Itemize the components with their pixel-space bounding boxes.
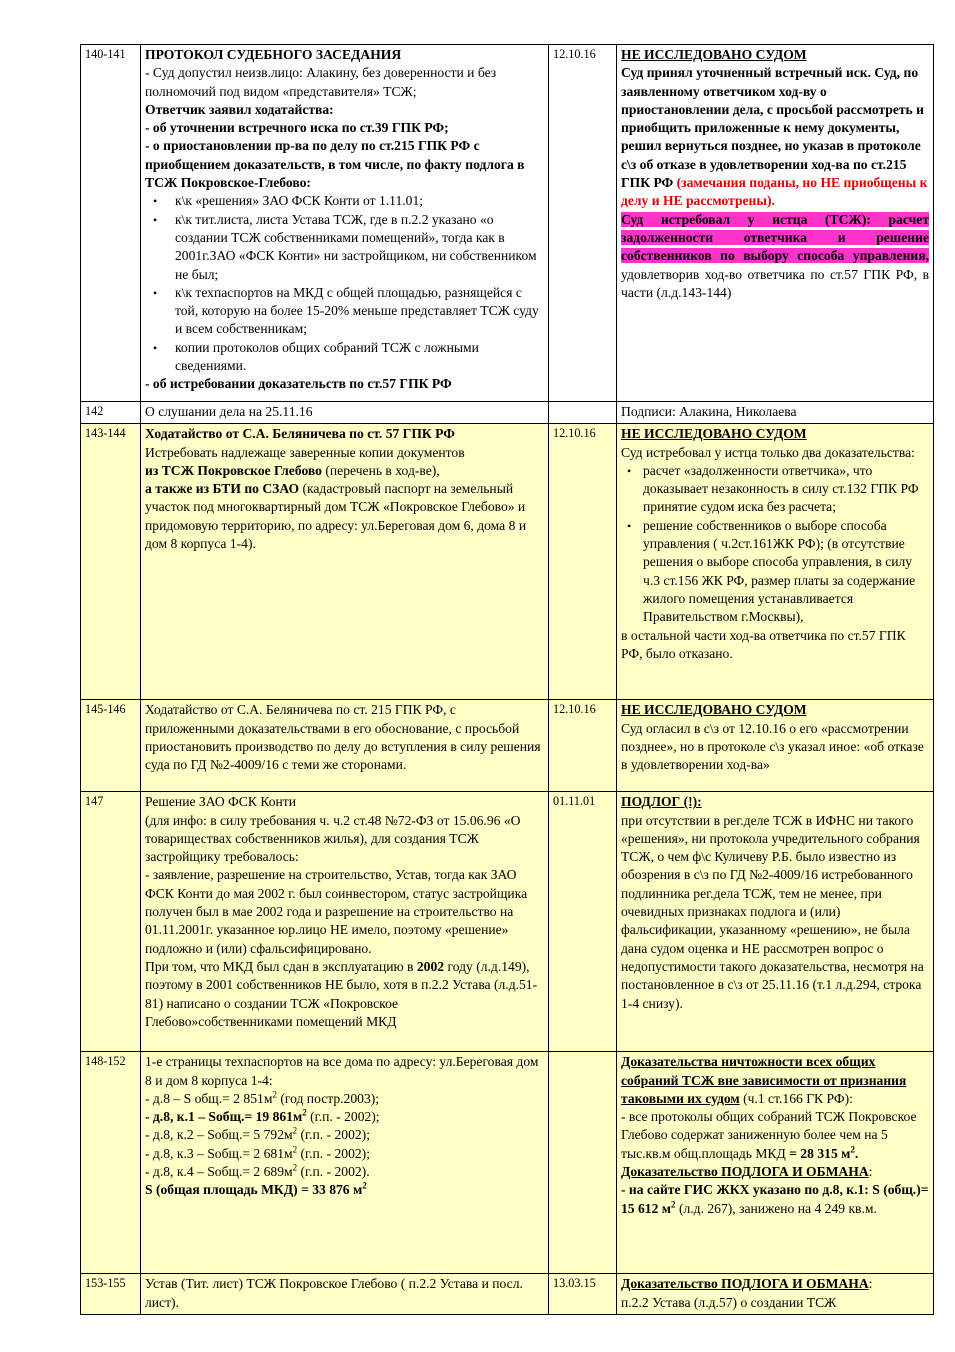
table-row <box>81 792 934 1052</box>
assessment-title: НЕ ИССЛЕДОВАНО СУДОМ <box>621 426 807 442</box>
remark-red: (замечания поданы, но НЕ приобщены к делу и НЕ рассмотрены). <box>621 175 928 209</box>
court-assessment <box>617 700 934 792</box>
document-description <box>141 792 549 1052</box>
assessment-title: НЕ ИССЛЕДОВАНО СУДОМ <box>621 702 807 718</box>
text-line: Истребовать надлежаще заверенные копии документов <box>145 444 465 460</box>
text-line: (для инфо: в силу требования ч. ч.2 ст.48 №72-ФЗ от 15.06.96 «О товариществах собственников жилья), для создания ТСЖ застройщику требовалось: <box>145 812 521 865</box>
assessment-title: НЕ ИССЛЕДОВАНО СУДОМ <box>621 47 807 62</box>
text-plain: - д.8, к.4 – Sобщ.= 2 689м <box>145 1164 293 1180</box>
court-assessment: Доказательства ничтожности всех общих собраний ТСЖ вне зависимости от признания таковыми их судом (ч.1 ст.166 ГК РФ): - все протоколы общих собраний ТСЖ Покровское Глебово содержат заниженную более чем на 5 тыс.кв.м общ.площадь МКД = 28 315 $м^2$. Доказательство ПОДЛОГА И ОБМАНА: - на сайте ГИС ЖКХ указано по д.8, к.1: S (общ.)= 15 612 $м^2$ (л.д. 267), занижено на 4 249 кв.м. <box>617 1052 934 1274</box>
text-line: - о приостановлении пр-ва по делу по ст.215 ГПК РФ с приобщением доказательств, в том числе, по факту подлога в ТСЖ Покровское-Глебово: <box>145 138 525 191</box>
text-bold: 2002 <box>416 958 445 974</box>
superscript: 2 <box>272 1089 277 1100</box>
table-row <box>81 700 934 792</box>
text-bold: S (общая площадь МКД) = 33 876 м <box>145 1182 363 1198</box>
sheet-number: 143-144 <box>81 424 141 700</box>
assessment-text <box>621 65 928 208</box>
sheet-number: 147 <box>81 792 141 1052</box>
court-assessment: Доказательство ПОДЛОГА И ОБМАНА: п.2.2 Устава (л.д.57) о создании ТСЖ <box>617 1274 934 1315</box>
sheet-number: 140-141 <box>81 45 141 402</box>
protocol-title: ПРОТОКОЛ СУДЕБНОГО ЗАСЕДАНИЯ <box>145 47 402 62</box>
superscript: 2 <box>850 1144 855 1155</box>
area-line <box>145 1108 544 1126</box>
sheet-number: 145-146 <box>81 700 141 792</box>
court-assessment <box>617 45 934 402</box>
document-description <box>141 424 549 700</box>
text-plain: При том, что МКД был сдан в эксплуатацию в <box>145 958 417 974</box>
sheet-number: 153-155 <box>81 1274 141 1315</box>
bullet-list <box>145 192 544 375</box>
document-date: 12.10.16 <box>549 424 617 700</box>
text-bold: - д.8, к.1 – Sобщ.= 19 861м <box>145 1109 303 1125</box>
text-bold: а также из БТИ по СЗАО <box>145 481 300 497</box>
area-line <box>145 1090 544 1108</box>
court-assessment: Подписи: Алакина, Николаева <box>617 402 934 424</box>
area-line <box>145 1126 544 1144</box>
area-line <box>145 1145 544 1163</box>
document-description <box>141 1052 549 1274</box>
list-item: • расчет «задолженности ответчика», что доказывает незаконность в силу ст.132 ГПК РФ принятие судом иска без расчета; <box>621 462 929 517</box>
text-line: - Суд допустил неизв.лицо: Алакину, без доверенности и без полномочий под видом «представителя» ТСЖ; <box>145 65 497 99</box>
table-row <box>81 424 934 700</box>
text-plain: году (л.д.149), поэтому в 2001 собственников НЕ было, хотя в п.2.2 Устава (л.д.51-81) написано о создании ТСЖ «Покровское Глебово»собственниками помещений МКД <box>145 958 538 1029</box>
text-line: Решение ЗАО ФСК Конти <box>145 794 297 810</box>
text-line: в остальной части ход-ва ответчика по ст.57 ГПК РФ, было отказано. <box>621 627 906 661</box>
court-assessment <box>617 424 934 700</box>
assessment-title: Доказательство ПОДЛОГА И ОБМАНА <box>621 1276 869 1292</box>
assessment-text-2 <box>621 211 929 302</box>
text-bold: Суд принял уточненный встречный иск. Суд, по заявленному ответчиком ход-ву о приостановлении дела, с просьбой рассмотреть и приобщить приложенные к нему документы, решил вернуться позднее, но указав в протоколе с\з об отказе в удовлетворении ход-ва по ст.215 ГПК РФ <box>621 65 924 191</box>
superscript: 2 <box>362 1180 367 1191</box>
list-item: • к\к техпаспортов на МКД с общей площадью, разнящейся с той, которую на более 15-20% меньше представляет ТСЖ суду и всем собственникам; <box>145 284 544 339</box>
superscript: 2 <box>292 1162 298 1173</box>
text-plain: (г.п. - 2002); <box>297 1145 370 1161</box>
area-line <box>145 1163 544 1181</box>
text-plain: (г.п. - 2002); <box>297 1127 370 1143</box>
text-plain: - д.8 – S общ.= 2 851м <box>145 1090 273 1106</box>
assessment-title: Доказательство ПОДЛОГА И ОБМАНА <box>621 1164 869 1180</box>
document-description: Ходатайство от С.А. Беляничева по ст. 215 ГПК РФ, с приложенными доказательствами в его обоснование, с просьбой приостановить производство по делу до вступления в силу решения суда по ГД №2-4009/16 с теми же сторонами. <box>141 700 549 792</box>
list-item: • копии протоколов общих собраний ТСЖ с ложными сведениями. <box>145 339 544 376</box>
sheet-number: 148-152 <box>81 1052 141 1274</box>
text-plain: - все протоколы общих собраний ТСЖ Покровское Глебово содержат заниженную более чем на 5 тыс.кв.м общ.площадь МКД <box>621 1109 917 1161</box>
assessment-title: ПОДЛОГ (!): <box>621 794 702 810</box>
document-date: 13.03.15 <box>549 1274 617 1315</box>
document-date: 01.11.01 <box>549 792 617 1052</box>
superscript: 2 <box>302 1107 307 1118</box>
text-line: п.2.2 Устава (л.д.57) о создании ТСЖ <box>621 1294 837 1310</box>
text-line: Суд истребовал у истца только два доказательства: <box>621 444 915 460</box>
text-line: - заявление, разрешение на строительство, Устав, тогда как ЗАО ФСК Конти до мая 2002 г. был соинвестором, статус застройщика получен был в мае 2002 года и разрешение на строительство на 01.11.2001г. указанное юр.лицо НЕ имело, поэтому «решение» подложно и (или) сфальсифицировано. <box>145 867 528 956</box>
list-item: • решение собственников о выборе способа управления ( ч.2ст.161ЖК РФ); (в отсутствие решения о выборе способа управления, в силу ч.3 ст.156 ЖК РФ, размер платы за содержание жилого помещения устанавливается Правительством г.Москвы), <box>621 517 929 627</box>
text-plain: (л.д. 267), занижено на 4 249 кв.м. <box>675 1200 877 1216</box>
motion-title: Ходатайство от С.А. Беляничева по ст. 57 ГПК РФ <box>145 426 455 442</box>
document-description <box>141 45 549 402</box>
text-plain: (г.п. - 2002). <box>297 1164 370 1180</box>
document-date <box>549 1052 617 1274</box>
table-row <box>81 1274 934 1315</box>
text-bold: из ТСЖ Покровское Глебово <box>145 462 322 478</box>
document-date <box>549 402 617 424</box>
document-date: 12.10.16 <box>549 700 617 792</box>
list-item: • к\к «решения» ЗАО ФСК Конти от 1.11.01; <box>145 192 544 210</box>
text-plain: (кадастровый паспорт на земельный участок под многоквартирный дом ТСЖ «Покровское Глебово» и придомовую территорию, по адресу: ул.Береговая дом 6, дома 8 и дом 8 корпуса 1-4). <box>145 481 527 552</box>
table-row <box>81 45 934 402</box>
text-line: при отсутствии в рег.деле ТСЖ в ИФНС ни такого «решения», ни протокола учредительного собрания ТСЖ, о чем ф\с Куличеву Р.Б. было известно из обозрения в с\з по ГД №2-4009/16 истребованного подлинника рег.дела ТСЖ, тем не менее, при очевидных признаках подлога и (или) фальсификации, указанному «решению», не была дана судом оценка и НЕ рассмотрен вопрос о недопустимости такого доказательства, несмотря на постановленное в с\з от 25.11.16 (т.1 л.д.294, строка 1-4 снизу). <box>621 812 924 1011</box>
highlighted-text: Суд истребовал у истца (ТСЖ): расчет задолженности ответчика и решение собственников по выбору способа управления, <box>621 211 929 264</box>
text-plain: (перечень в ход-ве), <box>321 462 440 478</box>
text-line: - об уточнении встречного иска по ст.39 ГПК РФ; <box>145 120 449 136</box>
superscript: 2 <box>671 1199 676 1210</box>
text-bold: - на сайте ГИС ЖКХ указано по <box>621 1182 823 1198</box>
text-plain: (год постр.2003); <box>276 1090 380 1106</box>
superscript: 2 <box>292 1144 298 1155</box>
superscript: 2 <box>292 1125 298 1136</box>
text-plain: (ч.1 ст.166 ГК РФ): <box>739 1090 853 1106</box>
document-page <box>80 44 933 1315</box>
text-plain: удовлетворив ход-во ответчика по ст.57 ГПК РФ, в части (л.д.143-144) <box>621 266 929 300</box>
text-line: - об истребовании доказательств по ст.57 ГПК РФ <box>145 376 452 392</box>
text-plain: - д.8, к.2 – Sобщ.= 5 792м <box>145 1127 293 1143</box>
list-item: • к\к тит.листа, листа Устава ТСЖ, где в п.2.2 указано «о создании ТСЖ собственниками помещений», тогда как в 2001г.ЗАО «ФСК Конти» ни застройщиком, ни собственником не был; <box>145 211 544 284</box>
text-plain: - д.8, к.3 – Sобщ.= 2 681м <box>145 1145 293 1161</box>
text-bold: S (общ.)= 15 612 м <box>621 1182 929 1216</box>
table-row <box>81 402 934 424</box>
text-line: Ответчик заявил ходатайства: <box>145 101 334 117</box>
total-area <box>145 1181 544 1199</box>
case-table <box>80 44 934 1315</box>
document-date: 12.10.16 <box>549 45 617 402</box>
text-line: Суд огласил в с\з от 12.10.16 о его «рассмотрении позднее», но в протоколе с\з указал иное: «об отказе в удовлетворении ход-ва» <box>621 720 924 773</box>
document-description: Устав (Тит. лист) ТСЖ Покровское Глебово ( п.2.2 Устава и посл. лист). <box>141 1274 549 1315</box>
sheet-number: 142 <box>81 402 141 424</box>
text-bold: = 28 315 м <box>789 1145 851 1161</box>
bullet-list <box>621 462 929 627</box>
table-row <box>81 1052 934 1274</box>
text-plain: (г.п. - 2002); <box>306 1109 380 1125</box>
court-assessment <box>617 792 934 1052</box>
text-line: 1-е страницы техпаспортов на все дома по адресу: ул.Береговая дом 8 и дом 8 корпуса 1-4: <box>145 1054 539 1088</box>
assessment-title: Доказательства ничтожности всех общих собраний ТСЖ вне зависимости от признания таковыми их судом <box>621 1054 907 1106</box>
text-bold: д.8, к.1: <box>822 1182 869 1198</box>
document-description: О слушании дела на 25.11.16 <box>141 402 549 424</box>
